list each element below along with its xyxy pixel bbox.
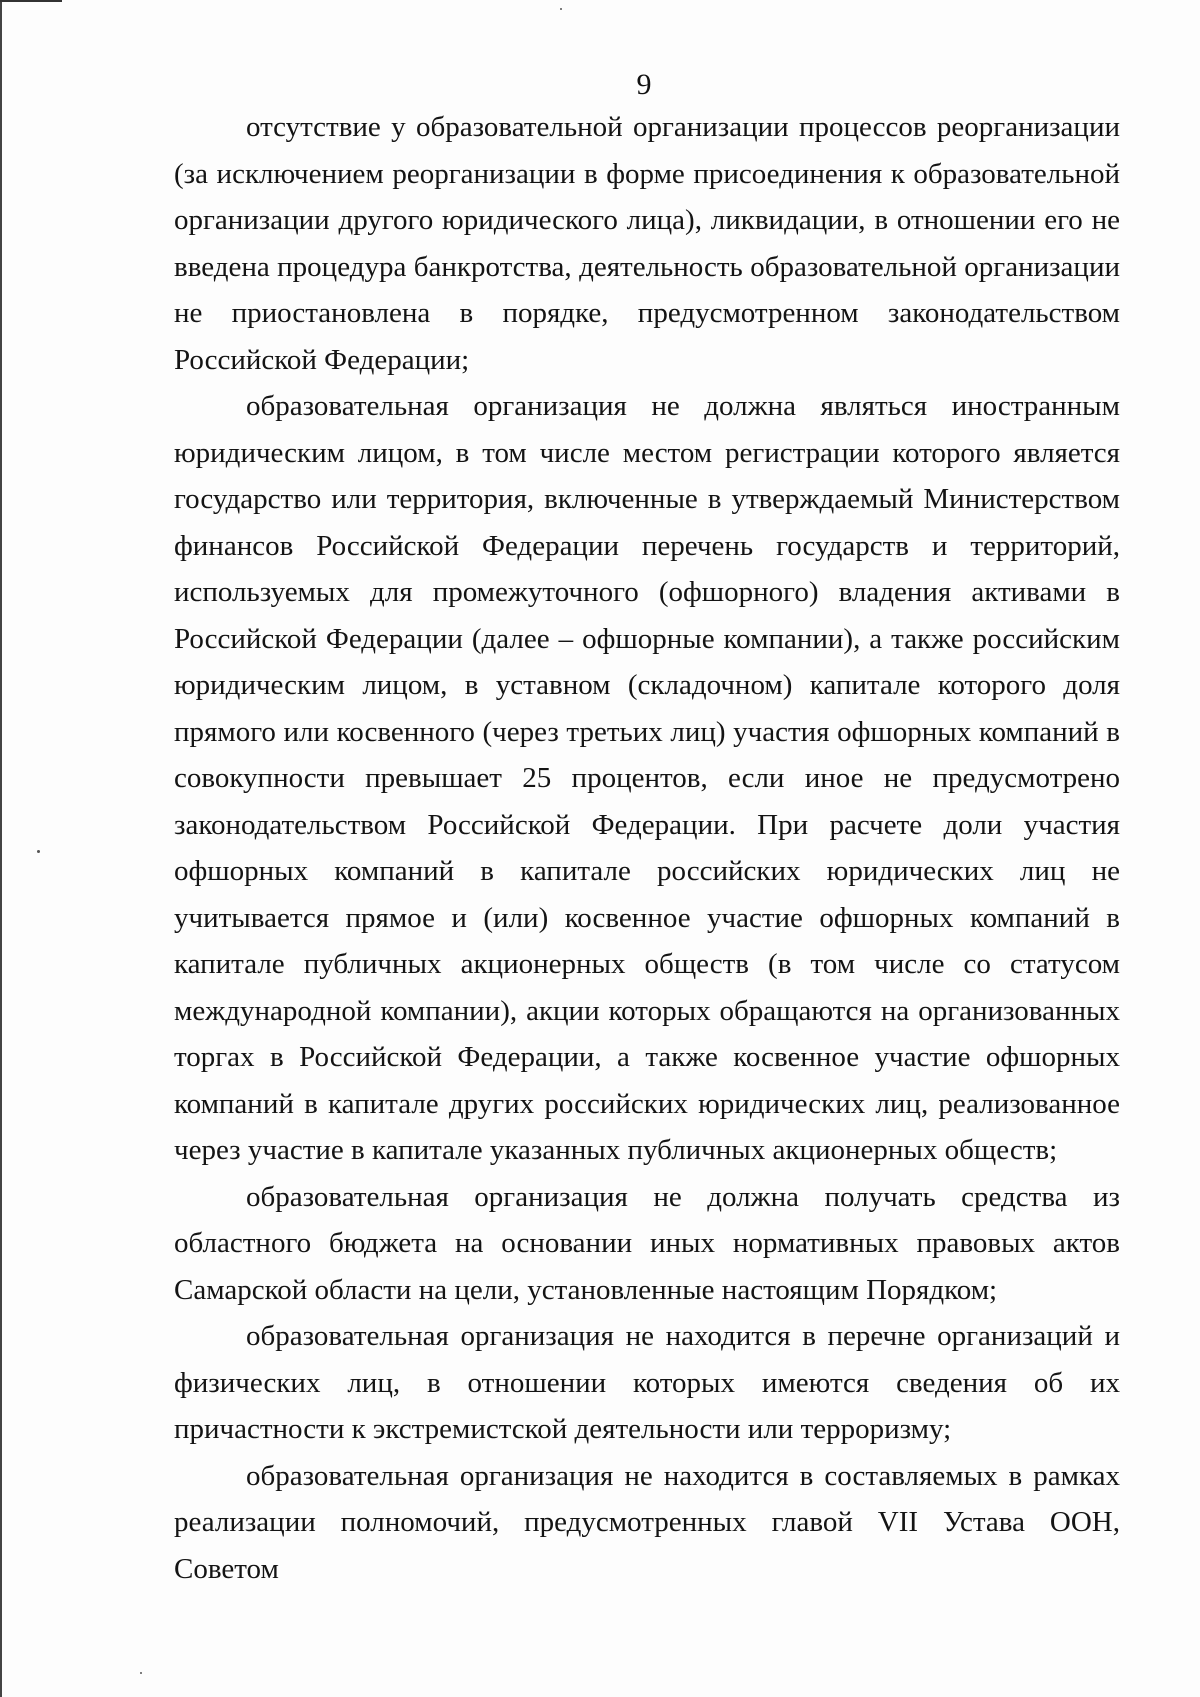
scan-speck [140,1672,142,1674]
page-number: 9 [636,68,652,101]
scan-edge-line [0,0,2,1697]
scan-corner-mark [0,0,62,2]
paragraph-un-charter: образовательная организация не находится в составляемых в рамках реализации полномочий, предусмотренных главой VII Устава ООН, Советом [174,1459,1120,1585]
paragraph-offshore: образовательная организация не должна являться иностранным юридическим лицом, в том числе местом регистрации которого является государство или территория, включенные в утверждаемый Министерством финансов Российской Федерации перечень государств и территорий, используемых для промежуточного (офшорного) владения активами в Российской Федерации (далее – офшорные компании), а также российским юридическим лицом, в уставном (складочном) капитале которого доля прямого или косвенного (через третьих лиц) участия офшорных компаний в совокупности превышает 25 процентов, если иное не предусмотрено законодательством Российской Федерации. При расчете доли участия офшорных компаний в капитале российских юридических лиц не учитывается прямое и (или) косвенное участие офшорных компаний в капитале публичных акционерных обществ (в том числе со статусом международной компании), акции которых обращаются на организованных торгах в Российской Федерации, а также косвенное участие офшорных компаний в капитале других российских юридических лиц, реализованное через участие в капитале указанных публичных акционерных обществ; [174,390,1120,1166]
paragraph-extremism-list: образовательная организация не находится в перечне организаций и физических лиц, в отношении которых имеются сведения об их причастности к экстремистской деятельности или терроризму; [174,1320,1120,1445]
scan-speck [37,850,40,853]
scan-speck [560,8,562,10]
document-body [174,104,1120,1592]
paragraph-budget-funds: образовательная организация не должна получать средства из областного бюджета на основании иных нормативных правовых актов Самарской области на цели, установленные настоящим Порядком; [174,1180,1120,1306]
paragraph-reorganization: отсутствие у образовательной организации процессов реорганизации (за исключением реорганизации в форме присоединения к образовательной организации другого юридического лица), ликвидации, в отношении его не введена процедура банкротства, деятельность образовательной организации не приостановлена в порядке, предусмотренном законодательством Российской Федерации; [174,111,1120,376]
